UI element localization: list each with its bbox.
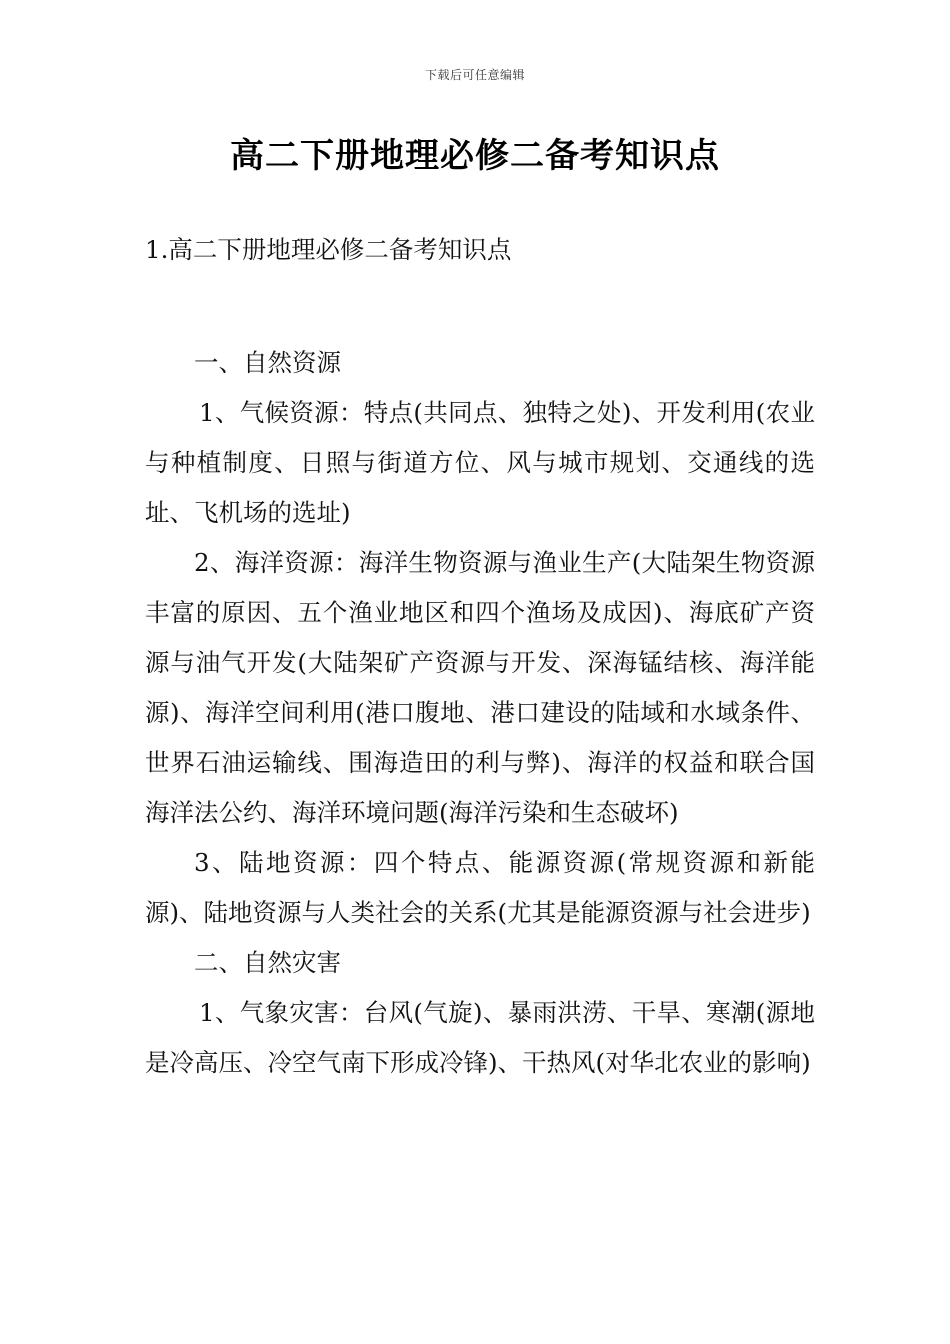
document-title: 高二下册地理必修二备考知识点	[230, 136, 720, 176]
document-body	[145, 230, 815, 1088]
paragraph-meteorological-disasters: 1、气象灾害：台风(气旋)、暴雨洪涝、干旱、寒潮(源地是冷高压、冷空气南下形成冷锋)、干热风(对华北农业的影响)	[145, 998, 815, 1077]
paragraph-marine-resources: 2、海洋资源：海洋生物资源与渔业生产(大陆架生物资源丰富的原因、五个渔业地区和四个渔场及成因)、海底矿产资源与油气开发(大陆架矿产资源与开发、深海锰结核、海洋能源)、海洋空间利用(港口腹地、港口建设的陆域和水域条件、世界石油运输线、围海造田的利与弊)、海洋的权益和联合国海洋法公约、海洋环境问题(海洋污染和生态破坏)	[145, 548, 815, 827]
paragraph-climate-resources: 1、气候资源：特点(共同点、独特之处)、开发利用(农业与种植制度、日照与街道方位、风与城市规划、交通线的选址、飞机场的选址)	[145, 398, 815, 527]
blank-line	[145, 280, 815, 338]
paragraph-land-resources: 3、陆地资源：四个特点、能源资源(常规资源和新能源)、陆地资源与人类社会的关系(尤其是能源资源与社会进步)	[145, 848, 815, 927]
section-heading-natural-resources: 一、自然资源	[194, 348, 341, 377]
header-note: 下载后可任意编辑	[424, 68, 525, 82]
section-heading-natural-disasters: 二、自然灾害	[194, 948, 341, 977]
section-subtitle: 1.高二下册地理必修二备考知识点	[145, 235, 512, 264]
